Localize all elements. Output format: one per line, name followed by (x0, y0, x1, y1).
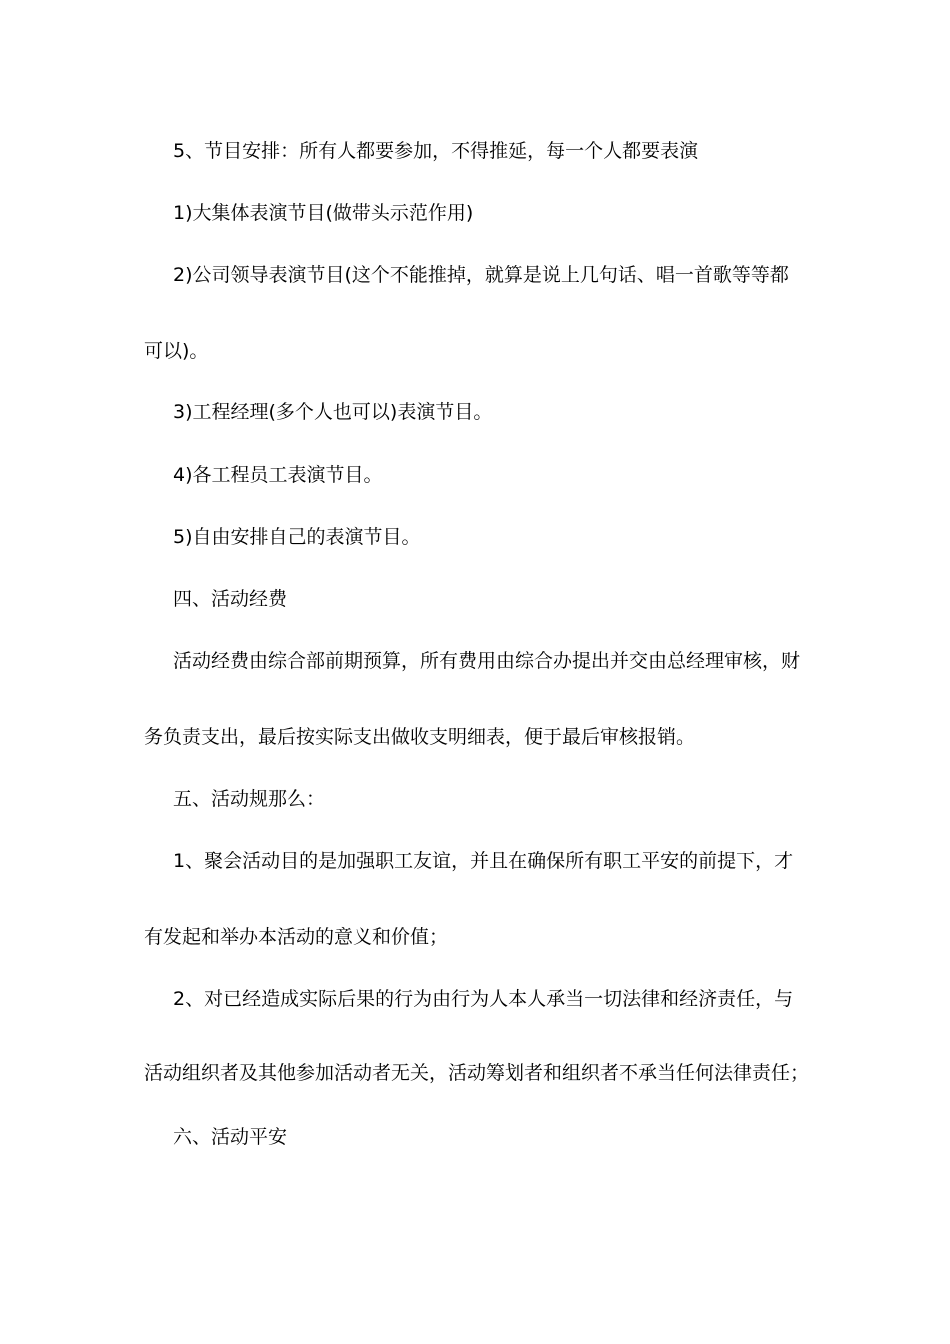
section-heading-rules: 五、活动规那么： (173, 788, 326, 810)
program-item-2-continuation: 可以)。 (144, 340, 209, 362)
program-item-4: 4)各工程员工表演节目。 (173, 464, 383, 486)
expenses-paragraph-line-2: 务负责支出，最后按实际支出做收支明细表，便于最后审核报销。 (144, 726, 696, 748)
section-heading-safety: 六、活动平安 (173, 1126, 288, 1148)
section-heading-expenses: 四、活动经费 (173, 588, 288, 610)
program-item-5: 5)自由安排自己的表演节目。 (173, 526, 421, 548)
program-item-1: 1)大集体表演节目(做带头示范作用) (173, 202, 474, 224)
program-item-2: 2)公司领导表演节目(这个不能推掉，就算是说上几句话、唱一首歌等等都 (173, 264, 789, 286)
rule-2-line-2: 活动组织者及其他参加活动者无关，活动筹划者和组织者不承当任何法律责任； (144, 1062, 810, 1084)
expenses-paragraph-line-1: 活动经费由综合部前期预算，所有费用由综合办提出并交由总经理审核，财 (173, 650, 801, 672)
rule-1-line-2: 有发起和举办本活动的意义和价值； (144, 926, 449, 948)
rule-2-line-1: 2、对已经造成实际后果的行为由行为人本人承当一切法律和经济责任，与 (173, 988, 794, 1010)
program-arrangement-heading: 5、节目安排：所有人都要参加，不得推延，每一个人都要表演 (173, 140, 699, 162)
rule-1-line-1: 1、聚会活动目的是加强职工友谊，并且在确保所有职工平安的前提下，才 (173, 850, 794, 872)
program-item-3: 3)工程经理(多个人也可以)表演节目。 (173, 401, 493, 423)
